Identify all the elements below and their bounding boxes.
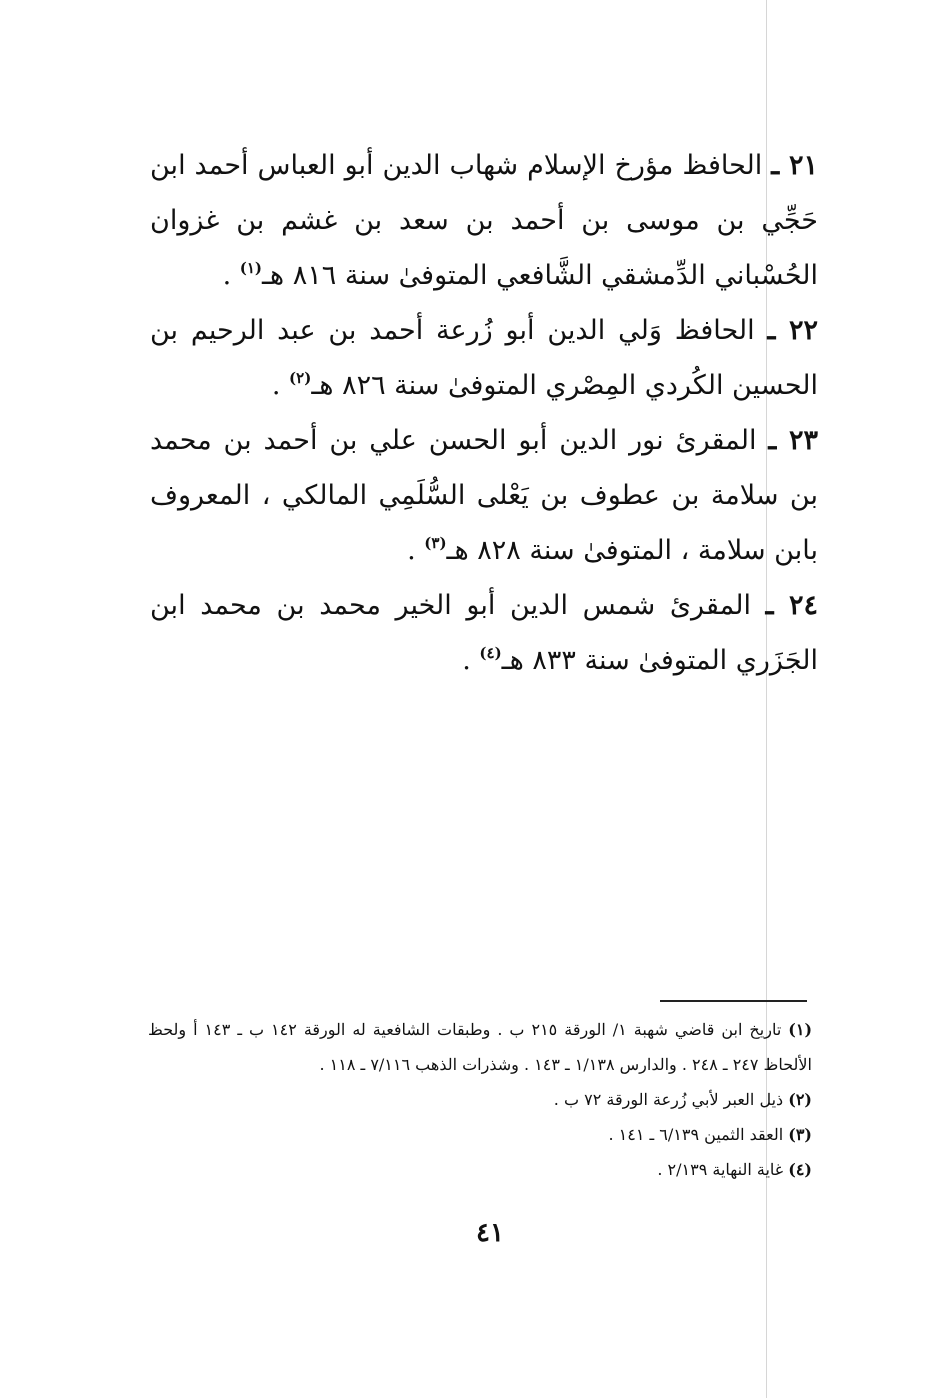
entry-number: ٢١ ـ — [771, 150, 818, 181]
entry-text: المقرئ نور الدين أبو الحسن علي بن أحمد بن محمد بن سلامة بن عطوف بن يَعْلى السُّلَمِي المالكي ، المعروف بابن سلامة ، المتوفىٰ سنة ٨٢٨ هـ — [150, 425, 818, 566]
biography-entry-21 — [150, 138, 818, 303]
footnote-ref[interactable]: (٤) — [479, 644, 502, 662]
footnote-1 — [148, 1012, 812, 1082]
entry-end: . — [407, 535, 425, 566]
footnote-text: العقد الثمين ٦/١٣٩ ـ ١٤١ . — [608, 1125, 784, 1144]
footnote-text: غاية النهاية ٢/١٣٩ . — [657, 1160, 784, 1179]
entry-text: المقرئ شمس الدين أبو الخير محمد بن محمد ابن الجَزَري المتوفىٰ سنة ٨٣٣ هـ — [150, 590, 818, 676]
entry-end: . — [271, 370, 290, 401]
entry-number: ٢٣ ـ — [768, 425, 818, 456]
biography-entry-23 — [150, 413, 818, 578]
footnote-number: (٣) — [788, 1125, 812, 1144]
footnote-separator — [660, 1000, 807, 1002]
biography-list — [150, 138, 818, 688]
footnote-ref[interactable]: (١) — [239, 259, 263, 277]
biography-entry-24 — [150, 578, 818, 688]
footnote-ref[interactable]: (٢) — [289, 369, 312, 387]
footnote-ref[interactable]: (٣) — [424, 534, 447, 552]
footnotes — [148, 1012, 812, 1187]
entry-number: ٢٤ ـ — [765, 590, 818, 621]
entry-end: . — [222, 260, 240, 291]
footnote-4 — [148, 1152, 812, 1187]
page-number: ٤١ — [476, 1218, 504, 1248]
footnote-number: (٤) — [788, 1160, 812, 1179]
footnote-2 — [148, 1082, 812, 1117]
footnote-number: (١) — [788, 1020, 813, 1039]
entry-text: الحافظ وَلي الدين أبو زُرعة أحمد بن عبد الرحيم بن الحسين الكُردي المِصْري المتوفىٰ سنة ٨٢٦ هـ — [150, 315, 818, 401]
biography-entry-22 — [150, 303, 818, 413]
entry-end: . — [462, 645, 480, 676]
footnote-text: ذيل العبر لأبي زُرعة الورقة ٧٢ ب . — [553, 1090, 784, 1109]
footnote-number: (٢) — [788, 1090, 812, 1109]
entry-number: ٢٢ ـ — [767, 315, 818, 346]
footnote-text: تاريخ ابن قاضي شهبة ١/ الورقة ٢١٥ ب . وطبقات الشافعية له الورقة ١٤٢ ب ـ ١٤٣ أ ولحظ الألحاظ ٢٤٧ ـ ٢٤٨ . والدارس ١/١٣٨ ـ ١٤٣ . وشذرات الذهب ٧/١١٦ ـ ١١٨ . — [148, 1020, 812, 1074]
entry-text: الحافظ مؤرخ الإسلام شهاب الدين أبو العباس أحمد ابن حَجِّي بن موسى بن أحمد بن سعد بن غشم بن غزوان الحُسْباني الدِّمشقي الشَّافعي المتوفىٰ سنة ٨١٦ هـ — [150, 150, 818, 291]
footnote-3 — [148, 1117, 812, 1152]
